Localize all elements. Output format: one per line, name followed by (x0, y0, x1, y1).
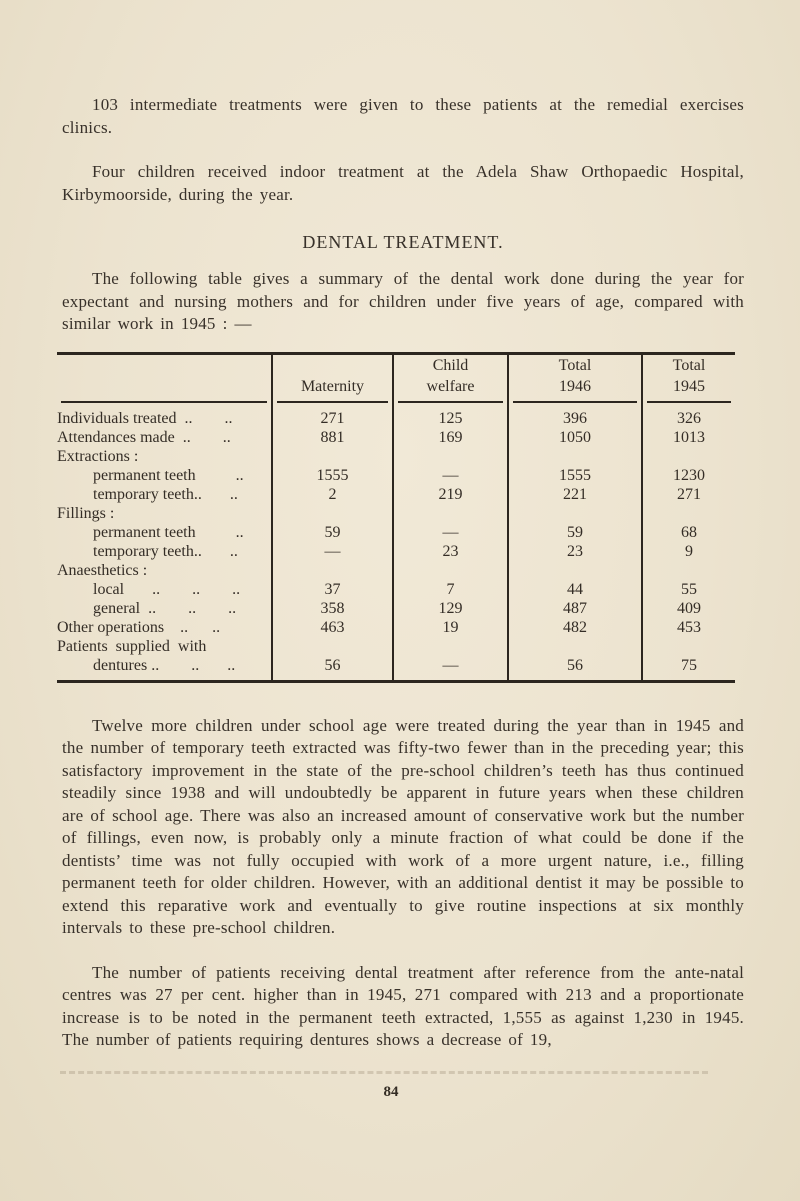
table-row-dentures: dentures .. .. .. 56 — 56 75 (57, 656, 735, 682)
paragraph-ante-natal-referrals: The number of patients receiving dental treatment after reference from the ante-natal centres was 27 per cent. higher than in 1945, 271 compared with 213 and a proportionate increase is to be noted in the permanent teeth extracted, 1,555 as against 1,230 in 1945. The number of patients requiring dentures shows a decrease of 19, (62, 962, 744, 1049)
table-header-row (57, 353, 735, 403)
column-header-blank (57, 353, 272, 403)
table-row-attendances-made: Attendances made .. .. 881 169 1050 1013 (57, 428, 735, 447)
paragraph-table-intro: The following table gives a summary of the dental work done during the year for expectant and nursing mothers and for children under five years of age, compared with similar work in 1945 : — (62, 269, 744, 333)
column-header-maternity: Maternity (272, 353, 393, 403)
table-row-patients-supplied-with: Patients supplied with (57, 637, 735, 656)
table-row-fillings-temporary: temporary teeth.. .. — 23 23 9 (57, 542, 735, 561)
section-heading-dental-treatment: DENTAL TREATMENT. (302, 232, 504, 252)
paragraph-remedial-exercises: 103 intermediate treatments were given to these patients at the remedial exercises clinics. (62, 95, 744, 137)
scan-artifact-line (60, 1071, 708, 1074)
paragraph-indoor-treatment: Four children received indoor treatment at the Adela Shaw Orthopaedic Hospital, Kirbymoorside, during the year. (62, 162, 744, 204)
table-row-anaesthetics-local: local .. .. .. 37 7 44 55 (57, 580, 735, 599)
table-row-extractions-permanent: permanent teeth .. 1555 — 1555 1230 (57, 466, 735, 485)
table-row-individuals-treated: Individuals treated .. .. 271 125 396 326 (57, 403, 735, 428)
table-row-extractions-header: Extractions : (57, 447, 735, 466)
table-row-extractions-temporary: temporary teeth.. .. 2 219 221 271 (57, 485, 735, 504)
column-header-total-1946: Total 1946 (508, 353, 642, 403)
table-row-other-operations: Other operations .. .. 463 19 482 453 (57, 618, 735, 637)
table-row-fillings-header: Fillings : (57, 504, 735, 523)
paragraph-pre-school-teeth: Twelve more children under school age were treated during the year than in 1945 and the number of temporary teeth extracted was fifty-two fewer than in the preceding year; this satisfactory improvement in the state of the pre-school children’s teeth has thus continued steadily since 1938 and will undoubtedly be apparent in future years when these children are of school age. There was also an increased amount of conservative work but the number of fillings, even now, is probably only a minute fraction of what could be done if the dentists’ time was not fully occupied with work of a more urgent nature, i.e., filling permanent teeth for older children. However, with an additional dentist it may be possible to extend this reparative work and eventually to give routine inspections at six monthly intervals to these pre-school children. (62, 715, 744, 937)
column-header-total-1945: Total 1945 (642, 353, 735, 403)
page-number: 84 (383, 1084, 399, 1100)
dental-treatment-table (57, 352, 735, 683)
column-header-child-welfare: Child welfare (393, 353, 508, 403)
table-row-anaesthetics-header: Anaesthetics : (57, 561, 735, 580)
table-row-anaesthetics-general: general .. .. .. 358 129 487 409 (57, 599, 735, 618)
table-row-fillings-permanent: permanent teeth .. 59 — 59 68 (57, 523, 735, 542)
